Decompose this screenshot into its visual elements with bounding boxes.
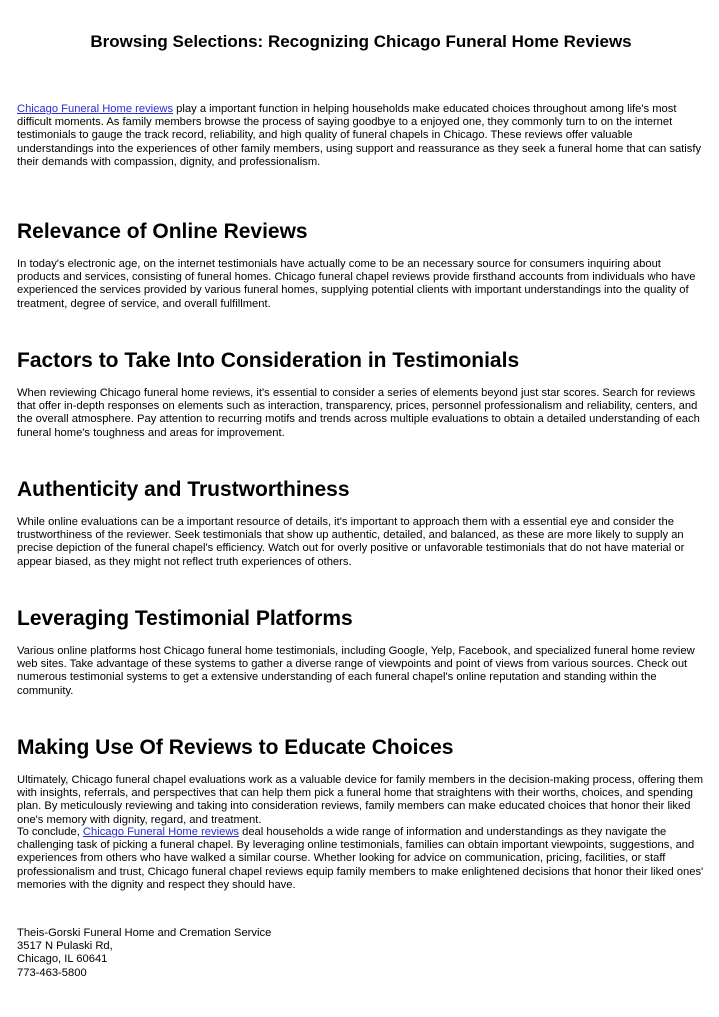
phone-number: 773-463-5800 [17,966,87,979]
street-address: 3517 N Pulaski Rd, [17,940,113,953]
intro-link[interactable]: Chicago Funeral Home reviews [17,103,174,115]
section-heading-authenticity: Authenticity and Trustworthiness [17,478,350,501]
section-heading-relevance: Relevance of Online Reviews [17,220,308,243]
conclusion-paragraph [17,826,705,892]
conclusion-link[interactable]: Chicago Funeral Home reviews [82,826,239,838]
section-body-making-use: Ultimately, Chicago funeral chapel evaluations work as a valuable device for family members in the decision-making process, offering them with insights, referrals, and perspectives that can help them pick a funeral home that straightens with their worths, choices, and spending plan. By meticulously reviewing and taking into consideration reviews, family members can make educated choices that honor their liked one's memory with dignity, regard, and treatment. [17,774,704,826]
section-body-relevance: In today's electronic age, on the internet testimonials have actually come to be an necessary source for consumers inquiring about products and services, consisting of funeral homes. Chicago funeral chapel reviews provide firsthand accounts from individuals who have experienced the services provided by various funeral homes, supplying potential clients with important understandings into the quality of treatment, degree of service, and overall fulfillment. [17,258,696,310]
section-body-factors: When reviewing Chicago funeral home reviews, it's essential to consider a series of elements beyond just star scores. Search for reviews that offer in-depth responses on elements such as interaction, transparency, prices, personnel professionalism and reliability, centers, and the overall atmosphere. Pay attention to recurring motifs and trends across multiple evaluations to obtain a detailed understanding of each funeral home's toughness and areas for improvement. [17,387,700,439]
address-block [17,927,705,980]
section-body-platforms: Various online platforms host Chicago funeral home testimonials, including Google, Yelp, Facebook, and specialized funeral home review web sites. Take advantage of these systems to gather a diverse range of viewpoints and point of views from various sources. Check out numerous testimonial systems to get a extensive understanding of each funeral chapel's online reputation and standing within the community. [17,645,695,697]
conclusion-prefix: To conclude, [17,826,83,838]
conclusion-text: deal households a wide range of information and understandings as they navigate the challenging task of picking a funeral chapel. By leveraging online testimonials, families can obtain important viewpoints, suggestions, and experiences from others who have walked a similar course. Whether looking for advice on communication, pricing, facilities, or staff professionalism and trust, Chicago funeral chapel reviews equip family members to make enlightened decisions that honor their liked ones' memories with the dignity and respect they should have. [17,826,704,891]
intro-paragraph [17,103,705,169]
section-heading-platforms: Leveraging Testimonial Platforms [17,607,353,630]
business-name: Theis-Gorski Funeral Home and Cremation Service [17,927,272,939]
section-body-authenticity: While online evaluations can be a important resource of details, it's important to approach them with a essential eye and consider the trustworthiness of the reviewer. Seek testimonials that show up authentic, detailed, and balanced, as these are more likely to supply an precise depiction of the funeral chapel's efficiency. Watch out for overly positive or unfavorable testimonials that do not have material or appear biased, as they might not reflect truth experiences of others. [17,516,685,568]
section-heading-factors: Factors to Take Into Consideration in Testimonials [17,349,520,372]
city-state-zip: Chicago, IL 60641 [17,953,108,966]
page-title: Browsing Selections: Recognizing Chicago Funeral Home Reviews [90,32,632,51]
intro-text: play a important function in helping households make educated choices throughout among life's most difficult moments. As family members browse the process of saying goodbye to a enjoyed one, they commonly turn to on the internet testimonials to gauge the track record, reliability, and high quality of funeral chapels in Chicago. These reviews offer valuable understandings into the experiences of other family members, using support and reassurance as they seek a funeral home that can satisfy their demands with compassion, dignity, and professionalism. [17,103,702,168]
section-heading-making-use: Making Use Of Reviews to Educate Choices [17,736,454,759]
